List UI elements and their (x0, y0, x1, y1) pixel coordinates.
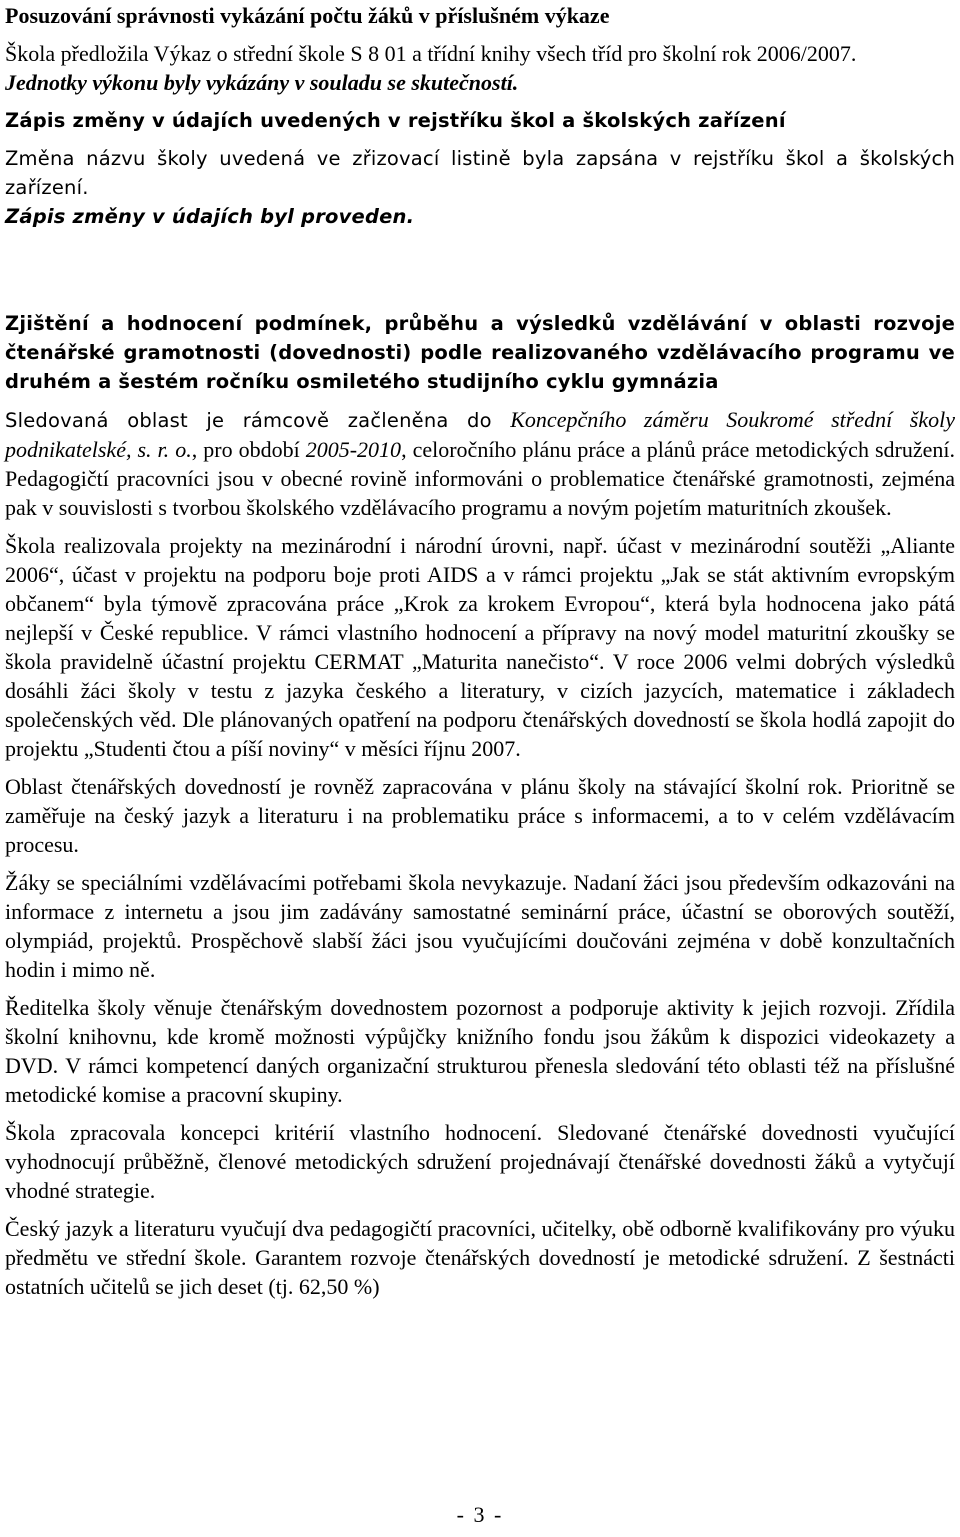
section-text-pupil-count: Škola předložila Výkaz o střední škole S 8 01 a třídní knihy všech tříd pro školní rok 2006/2007. (5, 41, 857, 66)
paragraph-7: Český jazyk a literaturu vyučují dva pedagogičtí pracovníci, učitelky, obě odborně kvalifikovány pro výuku předmětu ve střední škole. Garantem rozvoje čtenářských dovedností je metodické sdružení. Z šestnácti ostatních učitelů se jich deset (tj. 62,50 %) (5, 1216, 955, 1299)
paragraph-6: Škola zpracovala koncepci kritérií vlastního hodnocení. Sledované čtenářské dovednosti vyučující vyhodnocují průběžně, členové metodických sdružení projednávají čtenářské dovednosti žáků a vytyčují vhodné strategie. (5, 1120, 955, 1203)
paragraph-4: Žáky se speciálními vzdělávacími potřebami škola nevykazuje. Nadaní žáci jsou především odkazováni na informace z internetu a jsou jim zadávány samostatné seminární práce, účastní se oborových soutěží, olympiád, projektů. Prospěchově slabší žáci jsou vyučujícími doučováni zejména v době konzultačních hodin i mimo ně. (5, 870, 955, 982)
paragraph-3: Oblast čtenářských dovedností je rovněž zapracována v plánu školy na stávající školní rok. Prioritně se zaměřuje na český jazyk a literaturu i na problematiku práce s informacemi, a to v celém vzdělávacím procesu. (5, 774, 955, 857)
paragraph-1: Sledovaná oblast je rámcově začleněna do Koncepčního záměru Soukromé střední školy podnikatelské, s. r. o., pro období 2005-2010, celoročního plánu práce a plánů práce metodických sdružení. Pedagogičtí pracovníci jsou v obecné rovině informováni o problematice čtenářské gramotnosti, zejména pak v souvislosti s tvorbou školského vzdělávacího programu a novým pojetím maturitních zkoušek. (5, 407, 955, 520)
section-heading-register-change: Zápis změny v údajích uvedených v rejstříku škol a školských zařízení (5, 109, 786, 132)
section-heading-reading-literacy: Zjištění a hodnocení podmínek, průběhu a výsledků vzdělávání v oblasti rozvoje čtenářské gramotnosti (dovednosti) podle realizovaného vzdělávacího programu ve druhém a šestém ročníku osmiletého studijního cyklu gymnázia (5, 312, 955, 393)
section-text-register-change: Změna názvu školy uvedená ve zřizovací listině byla zapsána v rejstříku škol a školských zařízení. (5, 147, 955, 199)
section-conclusion-pupil-count: Jednotky výkonu byly vykázány v souladu se skutečností. (5, 70, 519, 95)
section-heading-pupil-count: Posuzování správnosti vykázání počtu žáků v příslušném výkaze (5, 3, 610, 28)
section-conclusion-register-change: Zápis změny v údajích byl proveden. (5, 205, 415, 228)
document-page (5, 0, 955, 1301)
paragraph-5: Ředitelka školy věnuje čtenářským dovednostem pozornost a podporuje aktivity k jejich rozvoji. Zřídila školní knihovnu, kde kromě možnosti výpůjčky knižního fondu jsou žákům k dispozici videokazety a DVD. V rámci kompetencí daných organizační strukturou přenesla sledování této oblasti též na příslušné metodické komise a pracovní skupiny. (5, 995, 955, 1107)
paragraph-2: Škola realizovala projekty na mezinárodní i národní úrovni, např. účast v mezinárodní soutěži „Aliante 2006“, účast v projektu na podporu boje proti AIDS a v rámci projektu „Jak se stát aktivním evropským občanem“ byla týmově zpracována práce „Krok za krokem Evropou“, která byla hodnocena jako pátá nejlepší v České republice. V rámci vlastního hodnocení a přípravy na nový model maturitní zkoušky se škola pravidelně účastní projektu CERMAT „Maturita nanečisto“. V roce 2006 velmi dobrých výsledků dosáhli žáci školy v testu z jazyka českého a literatury, v cizích jazycích, matematice i základech společenských věd. Dle plánovaných opatření na podporu čtenářských dovedností se škola hodlá zapojit do projektu „Studenti čtou a píší noviny“ v měsíci říjnu 2007. (5, 533, 955, 761)
page-number: - 3 - (456, 1502, 504, 1527)
